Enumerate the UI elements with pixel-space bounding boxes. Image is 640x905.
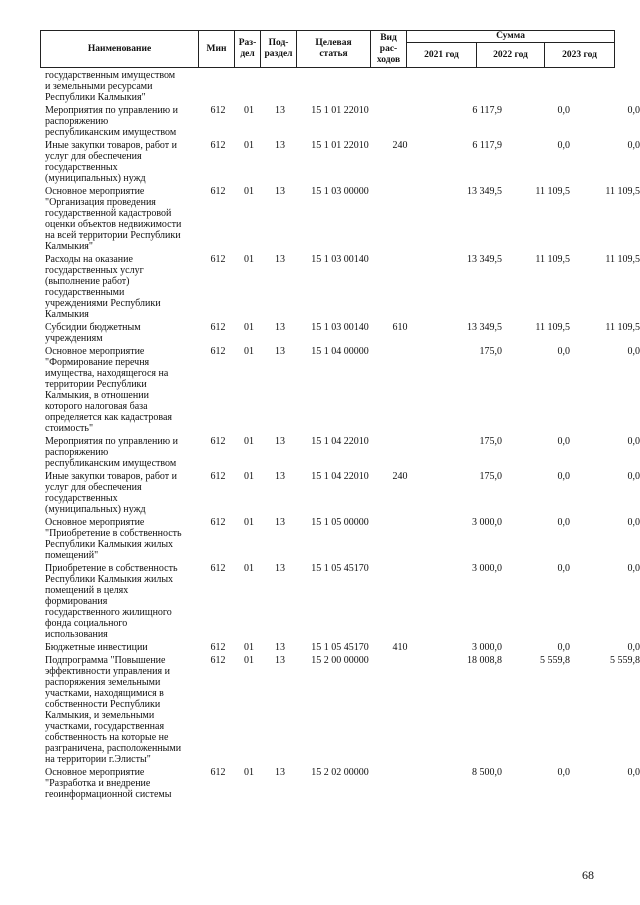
row-min: 612	[210, 322, 226, 333]
row-min: 612	[210, 655, 226, 666]
row-min: 612	[210, 517, 226, 528]
row-target: 15 1 03 00140	[311, 254, 369, 265]
table-row	[40, 655, 640, 765]
row-amount-2022: 0,0	[557, 105, 570, 116]
row-amount-2021: 3 000,0	[472, 517, 502, 528]
header-min: Мин	[199, 31, 235, 68]
row-razdel: 01	[244, 471, 254, 482]
row-amount-2021: 13 349,5	[467, 186, 502, 197]
table-row	[40, 436, 640, 469]
row-amount-2021: 8 500,0	[472, 767, 502, 778]
table-row	[40, 563, 640, 640]
row-podrazdel: 13	[275, 140, 285, 151]
header-razdel: Раз- дел	[235, 31, 261, 68]
row-razdel: 01	[244, 642, 254, 653]
row-amount-2021: 175,0	[479, 436, 502, 447]
row-target: 15 1 01 22010	[311, 105, 369, 116]
row-min: 612	[210, 346, 226, 357]
row-amount-2022: 0,0	[557, 140, 570, 151]
row-name: Основное мероприятие "Приобретение в собственность Республики Калмыкия жилых помещений"	[45, 517, 182, 561]
row-name: Иные закупки товаров, работ и услуг для обеспечения государственных (муниципальных) нужд	[45, 471, 178, 515]
row-podrazdel: 13	[275, 346, 285, 357]
row-podrazdel: 13	[275, 322, 285, 333]
row-razdel: 01	[244, 140, 254, 151]
row-amount-2023: 0,0	[627, 105, 640, 116]
row-razdel: 01	[244, 767, 254, 778]
row-podrazdel: 13	[275, 517, 285, 528]
row-target: 15 2 02 00000	[311, 767, 369, 778]
row-amount-2023: 0,0	[627, 346, 640, 357]
row-amount-2021: 6 117,9	[472, 105, 502, 116]
header-vid: Вид рас- ходов	[371, 31, 407, 68]
row-amount-2022: 0,0	[557, 346, 570, 357]
table-row	[40, 254, 640, 320]
row-podrazdel: 13	[275, 254, 285, 265]
header-podrazdel: Под- раздел	[261, 31, 297, 68]
row-razdel: 01	[244, 563, 254, 574]
table-row	[40, 767, 640, 800]
row-name: Приобретение в собственность Республики Калмыкия жилых помещений в целях формирования государственного жилищного фонда социального использования	[45, 563, 178, 640]
row-target: 15 1 04 22010	[311, 471, 369, 482]
row-target: 15 1 03 00000	[311, 186, 369, 197]
row-amount-2023: 0,0	[627, 140, 640, 151]
row-razdel: 01	[244, 186, 254, 197]
row-name: Бюджетные инвестиции	[45, 642, 148, 653]
row-amount-2021: 175,0	[479, 346, 502, 357]
table-row	[40, 105, 640, 138]
row-vid: 610	[392, 322, 408, 333]
row-podrazdel: 13	[275, 655, 285, 666]
row-name: Основное мероприятие "Разработка и внедрение геоинформационной системы	[45, 767, 172, 800]
row-amount-2023: 11 109,5	[605, 186, 640, 197]
row-razdel: 01	[244, 105, 254, 116]
row-amount-2022: 11 109,5	[535, 254, 570, 265]
row-razdel: 01	[244, 436, 254, 447]
row-target: 15 1 01 22010	[311, 140, 369, 151]
row-name: Субсидии бюджетным учреждениям	[45, 322, 141, 344]
table-row	[40, 322, 640, 344]
page-number: 68	[582, 868, 594, 882]
row-target: 15 1 05 45170	[311, 642, 369, 653]
row-amount-2023: 0,0	[627, 642, 640, 653]
row-amount-2023: 0,0	[627, 767, 640, 778]
row-amount-2021: 13 349,5	[467, 322, 502, 333]
table-row	[40, 642, 640, 653]
row-amount-2023: 0,0	[627, 563, 640, 574]
row-amount-2023: 11 109,5	[605, 254, 640, 265]
row-amount-2021: 18 008,8	[467, 655, 502, 666]
row-razdel: 01	[244, 655, 254, 666]
row-podrazdel: 13	[275, 436, 285, 447]
row-podrazdel: 13	[275, 471, 285, 482]
row-min: 612	[210, 105, 226, 116]
row-min: 612	[210, 436, 226, 447]
table-row	[40, 346, 640, 434]
row-amount-2022: 0,0	[557, 517, 570, 528]
row-amount-2022: 0,0	[557, 436, 570, 447]
row-min: 612	[210, 140, 226, 151]
row-min: 612	[210, 254, 226, 265]
header-name: Наименование	[41, 31, 199, 68]
table-body	[40, 70, 640, 802]
row-amount-2023: 0,0	[627, 517, 640, 528]
row-amount-2023: 0,0	[627, 436, 640, 447]
header-year-2021: 2021 год	[407, 43, 477, 68]
row-razdel: 01	[244, 517, 254, 528]
row-min: 612	[210, 642, 226, 653]
row-amount-2021: 6 117,9	[472, 140, 502, 151]
table-row	[40, 70, 614, 103]
row-min: 612	[210, 563, 226, 574]
row-amount-2022: 0,0	[557, 642, 570, 653]
row-amount-2022: 0,0	[557, 563, 570, 574]
row-amount-2022: 11 109,5	[535, 186, 570, 197]
row-podrazdel: 13	[275, 186, 285, 197]
row-min: 612	[210, 767, 226, 778]
table-row	[40, 186, 640, 252]
row-target: 15 1 04 22010	[311, 436, 369, 447]
row-target: 15 1 03 00140	[311, 322, 369, 333]
row-min: 612	[210, 186, 226, 197]
row-razdel: 01	[244, 254, 254, 265]
table-row	[40, 517, 640, 561]
row-name: Иные закупки товаров, работ и услуг для обеспечения государственных (муниципальных) нужд	[45, 140, 178, 184]
row-amount-2021: 13 349,5	[467, 254, 502, 265]
row-amount-2021: 3 000,0	[472, 563, 502, 574]
table-row	[40, 471, 640, 515]
row-target: 15 1 04 00000	[311, 346, 369, 357]
row-amount-2022: 0,0	[557, 471, 570, 482]
row-target: 15 1 05 45170	[311, 563, 369, 574]
row-amount-2022: 5 559,8	[540, 655, 570, 666]
row-razdel: 01	[244, 322, 254, 333]
row-name: Расходы на оказание государственных услуг (выполнение работ) государственными учреждениями Республики Калмыкия	[45, 254, 161, 320]
row-name: государственным имуществом и земельными ресурсами Республики Калмыкия"	[45, 70, 176, 103]
row-name: Основное мероприятие "Формирование перечня имущества, находящегося на территории Республики Калмыкия, в отношении которого налоговая база определяется как кадастровая стоимость"	[45, 346, 172, 434]
row-razdel: 01	[244, 346, 254, 357]
header-target: Целевая статья	[297, 31, 371, 68]
header-summa: Сумма	[407, 31, 615, 43]
row-vid: 240	[392, 140, 408, 151]
row-target: 15 1 05 00000	[311, 517, 369, 528]
row-amount-2021: 3 000,0	[472, 642, 502, 653]
row-podrazdel: 13	[275, 105, 285, 116]
row-amount-2023: 5 559,8	[610, 655, 640, 666]
row-name: Мероприятия по управлению и распоряжению республиканским имуществом	[45, 105, 179, 138]
row-podrazdel: 13	[275, 563, 285, 574]
row-target: 15 2 00 00000	[311, 655, 369, 666]
row-name: Подпрограмма "Повышение эффективности управления и распоряжения земельными участками, находящимися в собственности Республики Калмыкия, и земельными участками, государственная собственность на которые не разграничена, расположенными на территории г.Элисты"	[45, 655, 182, 765]
table-header	[40, 30, 615, 68]
row-amount-2021: 175,0	[479, 471, 502, 482]
row-min: 612	[210, 471, 226, 482]
row-amount-2022: 11 109,5	[535, 322, 570, 333]
row-amount-2023: 11 109,5	[605, 322, 640, 333]
row-name: Мероприятия по управлению и распоряжению республиканским имуществом	[45, 436, 179, 469]
row-vid: 240	[392, 471, 408, 482]
header-year-2022: 2022 год	[477, 43, 545, 68]
row-podrazdel: 13	[275, 767, 285, 778]
row-amount-2022: 0,0	[557, 767, 570, 778]
row-amount-2023: 0,0	[627, 471, 640, 482]
header-year-2023: 2023 год	[545, 43, 615, 68]
row-vid: 410	[392, 642, 408, 653]
table-row	[40, 140, 640, 184]
row-name: Основное мероприятие "Организация проведения государственной кадастровой оценки объектов недвижимости на всей территории Республики Калмыкия"	[45, 186, 182, 252]
row-podrazdel: 13	[275, 642, 285, 653]
